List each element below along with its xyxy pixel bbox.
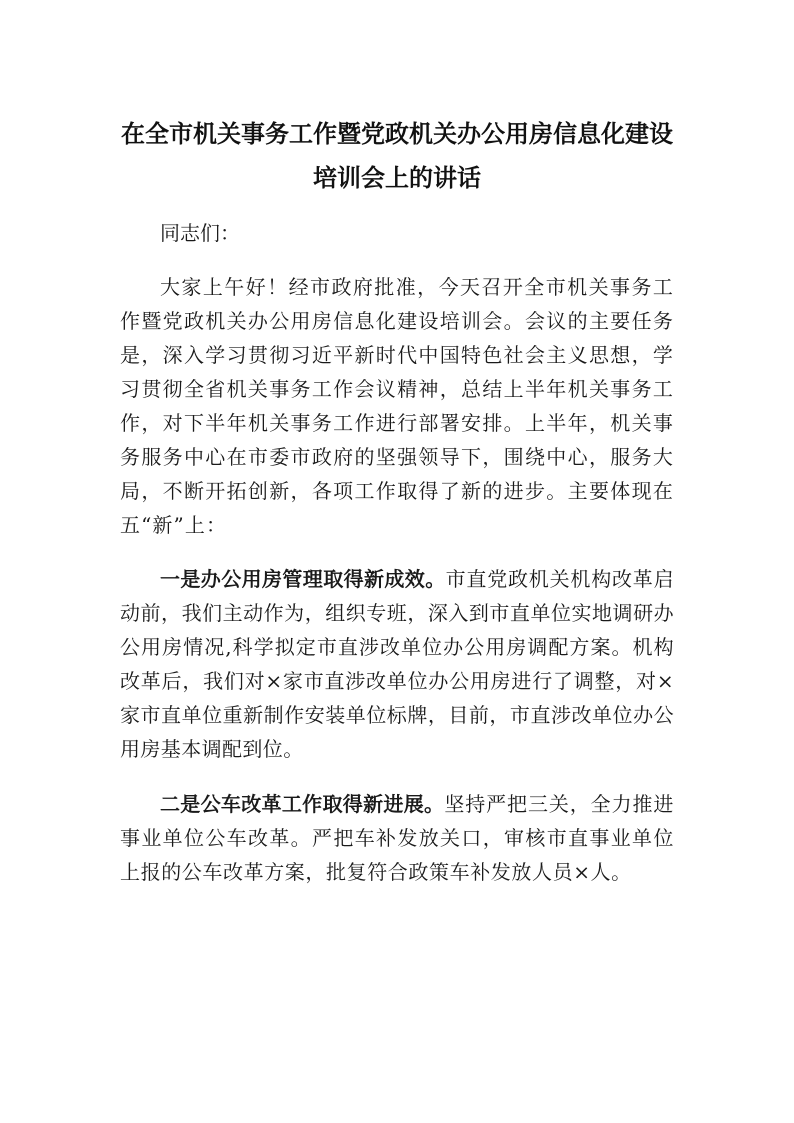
- paragraph-text: 坚持严把三关，全力推进事业单位公车改革。严把车补发放关口，审核市直事业单位上报的公车改革方案，批复符合政策车补发放人员×人。: [120, 792, 674, 884]
- document-title: [120, 112, 674, 200]
- paragraph-lead-heading: 一是办公用房管理取得新成效。: [160, 567, 446, 591]
- document-title-line-2: 培训会上的讲话: [313, 164, 481, 192]
- salutation: 同志们：: [160, 221, 240, 245]
- paragraph-office-housing: [120, 562, 674, 766]
- paragraph-text: 市直党政机关机构改革启动前，我们主动作为，组织专班，深入到市直单位实地调研办公用房情况,科学拟定市直涉改单位办公用房调配方案。机构改革后，我们对×家市直涉改单位办公用房进行了调整，对×家市直单位重新制作安装单位标牌，目前，市直涉改单位办公用房基本调配到位。: [120, 567, 675, 761]
- paragraph-lead-heading: 二是公车改革工作取得新进展。: [160, 792, 445, 816]
- document-title-line-1: 在全市机关事务工作暨党政机关办公用房信息化建设: [121, 120, 673, 148]
- paragraph-text: 大家上午好！经市政府批准，今天召开全市机关事务工作暨党政机关办公用房信息化建设培训会。会议的主要任务是，深入学习贯彻习近平新时代中国特色社会主义思想，学习贯彻全省机关事务工作会议精神，总结上半年机关事务工作，对下半年机关事务工作进行部署安排。上半年，机关事务服务中心在市委市政府的坚强领导下，围绕中心，服务大局，不断开拓创新，各项工作取得了新的进步。主要体现在五“新”上：: [120, 275, 674, 537]
- paragraph-opening: [120, 270, 674, 542]
- paragraph-vehicle-reform: [120, 787, 674, 889]
- document-page: [120, 112, 674, 889]
